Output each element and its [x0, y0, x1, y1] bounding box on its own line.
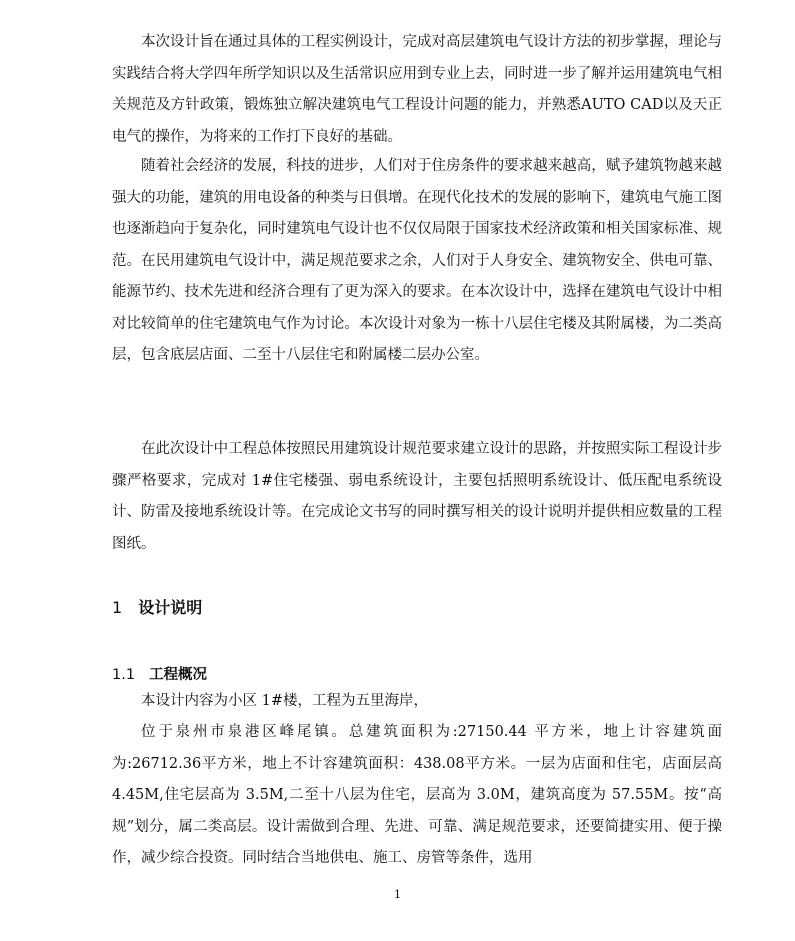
section-heading-1-1: [112, 664, 207, 686]
paragraph-background: 随着社会经济的发展，科技的进步，人们对于住房条件的要求越来越高，赋予建筑物越来越强大的功能，建筑的用电设备的种类与日俱增。在现代化技术的发展的影响下，建筑电气施工图也逐渐趋向于复杂化，同时建筑电气设计也不仅仅局限于国家技术经济政策和相关国家标准、规范。在民用建筑电气设计中，满足规范要求之余，人们对于人身安全、建筑物安全、供电可靠、能源节约、技术先进和经济合理有了更为深入的要求。在本次设计中，选择在建筑电气设计中相对比较简单的住宅建筑电气作为讨论。本次设计对象为一栋十八层住宅楼及其附属楼，为二类高层，包含底层店面、二至十八层住宅和附属楼二层办公室。: [112, 158, 722, 363]
page-number: 1: [394, 888, 401, 901]
paragraph-design-scope: 在此次设计中工程总体按照民用建筑设计规范要求建立设计的思路，并按照实际工程设计步骤严格要求，完成对 1#住宅楼强、弱电系统设计，主要包括照明系统设计、低压配电系统设计、防雷及接地系统设计等。在完成论文书写的同时撰写相关的设计说明并提供相应数量的工程图纸。: [112, 441, 722, 552]
section-number: 1: [112, 598, 123, 617]
paragraph-project-details: 位于泉州市泉港区峰尾镇。总建筑面积为:27150.44 平方米，地上计容建筑面为:26712.36平方米，地上不计容建筑面积：438.08平方米。一层为店面和住宅，店面层高 4.45M,住宅层高为 3.5M,二至十八层为住宅，层高为 3.0M，建筑高度为 57.55M。按“高规”划分，属二类高层。设计需做到合理、先进、可靠、满足规范要求，还要简捷实用、便于操作，减少综合投资。同时结合当地供电、施工、房管等条件，选用: [112, 724, 722, 866]
section-title: 设计说明: [138, 598, 203, 617]
subsection-title: 工程概况: [149, 667, 208, 683]
paragraph-project-intro: 本设计内容为小区 1#楼，工程为五里海岸，: [141, 693, 428, 709]
subsection-number: 1.1: [112, 667, 136, 683]
paragraph-design-purpose: 本次设计旨在通过具体的工程实例设计，完成对高层建筑电气设计方法的初步掌握，理论与实践结合将大学四年所学知识以及生活常识应用到专业上去，同时进一步了解并运用建筑电气相关规范及方针政策，锻炼独立解决建筑电气工程设计问题的能力，并熟悉AUTO CAD以及天正电气的操作，为将来的工作打下良好的基础。: [112, 34, 722, 145]
section-heading-1: [112, 596, 202, 620]
